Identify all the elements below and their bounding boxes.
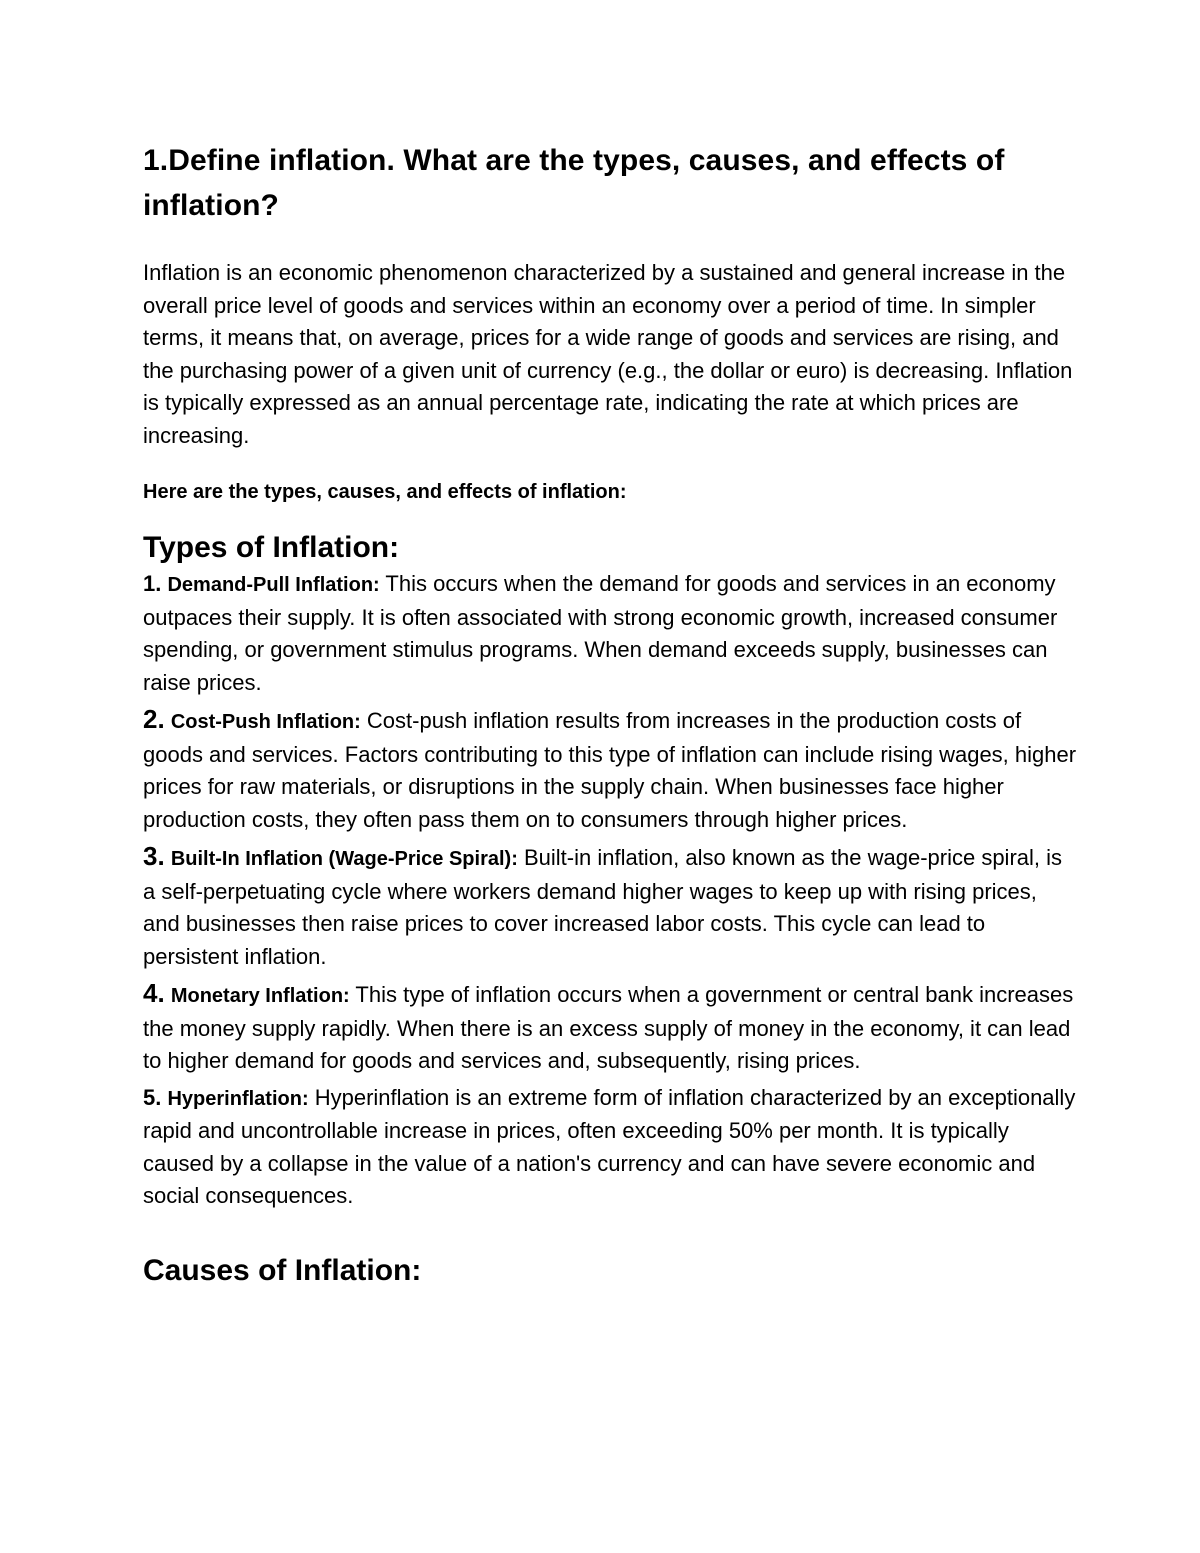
type-description: This type of inflation occurs when a government or central bank increases the money supply rapidly. When there is an excess supply of money in the economy, it can lead to higher demand for goods and services and, subsequently, rising prices. [143, 982, 1074, 1073]
type-item-hyperinflation [143, 1082, 1078, 1213]
type-item-built-in [143, 840, 1078, 973]
document-page [143, 138, 1078, 1291]
type-description: Hyperinflation is an extreme form of inflation characterized by an exceptionally rapid and uncontrollable increase in prices, often exceeding 50% per month. It is typically caused by a collapse in the value of a nation's currency and can have severe economic and social consequences. [143, 1084, 1076, 1208]
type-number: 3. [143, 841, 165, 871]
causes-heading: Causes of Inflation: [143, 1253, 422, 1287]
types-heading: Types of Inflation: [143, 531, 400, 564]
type-description: Cost-push inflation results from increases in the production costs of goods and services. Factors contributing to this type of inflation can include rising wages, higher prices for raw materials, or disruptions in the supply chain. When businesses face higher production costs, they often pass them on to consumers through higher prices. [143, 708, 1077, 832]
type-number: 5. [143, 1084, 162, 1110]
type-description: This occurs when the demand for goods and services in an economy outpaces their supply. It is often associated with strong economic growth, increased consumer spending, or government stimulus programs. When demand exceeds supply, businesses can raise prices. [143, 571, 1058, 695]
type-term: Demand-Pull Inflation: [167, 574, 380, 596]
question-heading: 1.Define inflation. What are the types, causes, and effects of inflation? [143, 144, 1005, 222]
type-item-monetary [143, 977, 1078, 1078]
type-description: Built-in inflation, also known as the wage-price spiral, is a self-perpetuating cycle where workers demand higher wages to keep up with rising prices, and businesses then raise prices to cover increased labor costs. This cycle can lead to persistent inflation. [143, 845, 1063, 969]
type-term: Cost-Push Inflation: [170, 711, 361, 733]
type-item-cost-push [143, 703, 1078, 836]
type-number: 2. [143, 704, 165, 734]
type-number: 1. [143, 571, 162, 596]
type-term: Built-In Inflation (Wage-Price Spiral): [170, 848, 518, 870]
intro-paragraph: Inflation is an economic phenomenon characterized by a sustained and general increase in the overall price level of goods and services within an economy over a period of time. In simpler terms, it means that, on average, prices for a wide range of goods and services are rising, and the purchasing power of a given unit of currency (e.g., the dollar or euro) is decreasing. Inflation is typically expressed as an annual percentage rate, indicating the rate at which prices are increasing. [143, 260, 1073, 448]
type-term: Hyperinflation: [167, 1087, 309, 1110]
type-number: 4. [143, 978, 165, 1008]
type-item-demand-pull [143, 568, 1078, 699]
type-term: Monetary Inflation: [170, 985, 350, 1007]
lead-in-text: Here are the types, causes, and effects of inflation: [143, 481, 627, 503]
